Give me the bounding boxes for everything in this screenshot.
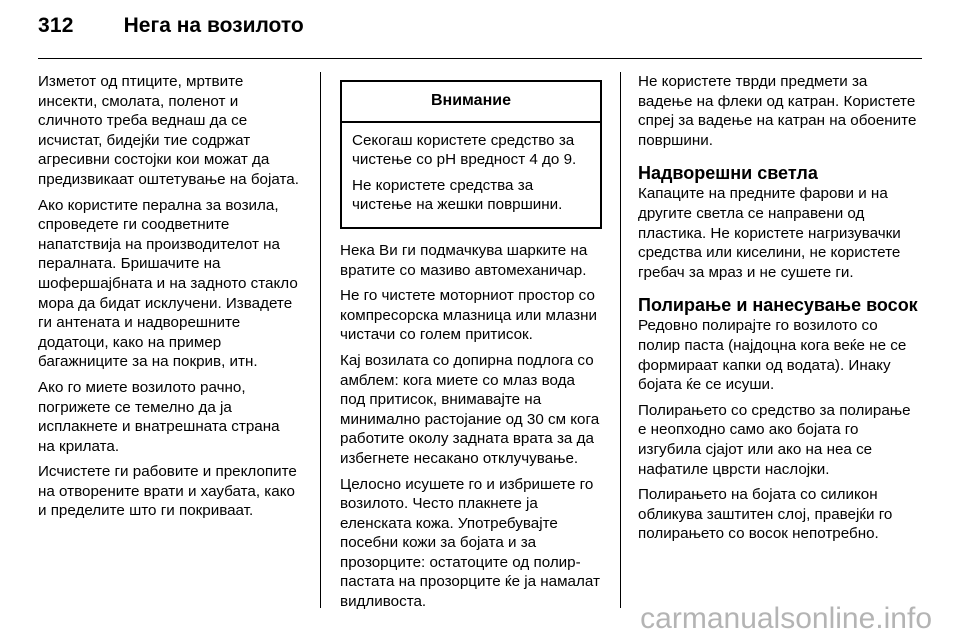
header-divider — [38, 58, 922, 59]
paragraph: Не користете тврди предмети за вадење на флеки од катран. Користете спреј за вадење на катран на обоените површини. — [638, 73, 917, 149]
column-1 — [38, 72, 300, 527]
page-title: Нега на возилото — [123, 14, 304, 37]
paragraph: Ако користите перална за возила, спроведете ги соодветните напатствија на производителот на пералната. Бришачите на шофершајбната и на задното стакло мора да бидат исклучени. Извадете ги антената и надворешните додатоци, како на пример багажниците за на покрив, итн. — [38, 196, 298, 371]
paragraph: Исчистете ги рабовите и преклопите на отворените врати и хаубата, како и пределите што ги покриваат. — [38, 463, 297, 520]
watermark: carmanualsonline.info — [640, 602, 932, 635]
paragraph: Нека Ви ги подмачкува шарките на вратите со мазиво автомеханичар. — [340, 241, 588, 279]
page-header — [38, 14, 304, 54]
paragraph: Ако го миете возилото рачно, погрижете се темелно да ја исплакнете и внатрешната страна на крилата. — [38, 378, 280, 455]
paragraph: Капаците на предните фарови и на другите светла се направени од пластика. Не користете нагризувачки средства или киселини, не користете гребач за мраз и не сушете ги. — [638, 185, 901, 281]
section-heading-polishing: Полирање и нанесување восок — [638, 295, 918, 316]
warning-body — [342, 123, 600, 227]
column-divider-1 — [320, 72, 321, 608]
column-2 — [340, 72, 602, 618]
paragraph: Целосно исушете го и избришете го возилото. Често плакнете ја еленската кожа. Употребувајте посебни кожи за бојата и за прозорците: остатоците од полир-пастата на прозорците ќе ја намалат видливоста. — [340, 475, 600, 611]
paragraph: Не го чистете моторниот простор со компресорска млазница или млазни чистачи со голем притисок. — [340, 287, 597, 344]
paragraph: Кај возилата со допирна подлога со амблем: кога миете со млаз вода под притисок, внимавајте на минимално растојание од 30 см кога работите околу задната врата за да избегнете несакано отклучување. — [340, 351, 600, 467]
warning-box — [340, 80, 602, 229]
warning-title: Внимание — [342, 82, 600, 123]
column-divider-2 — [620, 72, 621, 608]
warning-text: Секогаш користете средство за чистење со pH вредност 4 до 9. — [352, 131, 577, 169]
paragraph: Полирањето на бојата со силикон обликува заштитен слој, правејќи го полирањето со восок непотребно. — [638, 486, 893, 543]
paragraph: Редовно полирајте го возилото со полир паста (најдоцна кога веќе не се формираат капки од водата). Инаку бојата ќе се исуши. — [638, 317, 907, 394]
paragraph: Изметот од птиците, мртвите инсекти, смолата, поленот и сличното треба веднаш да се исчистат, бидејќи тие содржат агресивни состојки кои можат да предизвикаат оштетување на бојата. — [38, 73, 299, 188]
section-heading-exterior-lights: Надворешни светла — [638, 163, 818, 184]
page-number: 312 — [38, 14, 74, 37]
paragraph: Полирањето со средство за полирање е неопходно само ако бојата го изгубила сјајот или ако на неа се нафатиле цврсти наслојки. — [638, 401, 911, 478]
column-3 — [638, 72, 923, 550]
warning-text: Не користете средства за чистење на жешки површини. — [352, 176, 563, 214]
